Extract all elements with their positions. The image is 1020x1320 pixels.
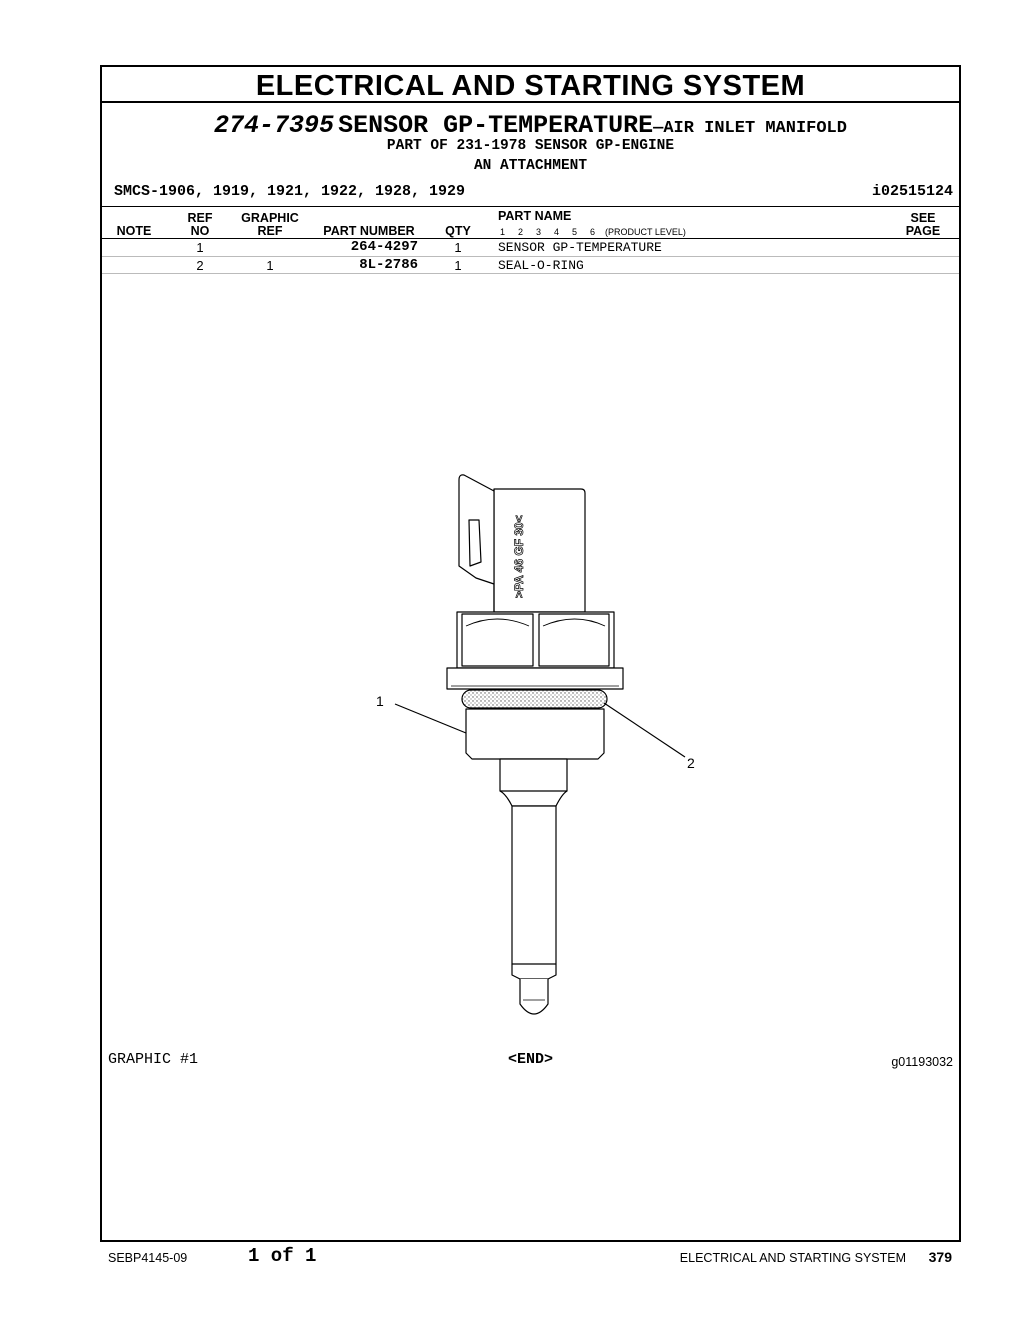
product-level-3: 3	[536, 227, 542, 237]
connector-body	[494, 489, 585, 612]
header-see-page-bottom: PAGE	[905, 224, 941, 238]
header-part-name: PART NAME	[498, 209, 572, 223]
part-heading	[102, 111, 959, 140]
row-part-name: SEAL-O-RING	[498, 258, 584, 273]
document-id: i02515124	[871, 183, 953, 200]
callout-2: 2	[687, 755, 695, 771]
section-title: ELECTRICAL AND STARTING SYSTEM	[255, 70, 806, 102]
sensor-collar	[466, 709, 604, 759]
product-level-5: 5	[572, 227, 578, 237]
header-graphic-ref-bottom: REF	[257, 224, 283, 238]
row-graphic-ref: 1	[266, 258, 274, 273]
product-level-2: 2	[518, 227, 524, 237]
o-ring	[462, 690, 607, 708]
footer-doc-number: SEBP4145-09	[108, 1251, 188, 1265]
footer-section: ELECTRICAL AND STARTING SYSTEM	[679, 1251, 906, 1265]
sensor-illustration	[360, 460, 710, 1025]
footer-page-number: 379	[928, 1249, 952, 1265]
callout-leader-2	[604, 703, 685, 757]
sensor-probe	[512, 806, 556, 964]
part-of-line: PART OF 231-1978 SENSOR GP-ENGINE	[386, 138, 675, 154]
header-see-page-top: SEE	[910, 211, 936, 225]
callout-leader-1	[395, 704, 466, 733]
header-qty: QTY	[445, 224, 471, 238]
graphic-label: GRAPHIC #1	[108, 1051, 199, 1068]
header-ref-no-top: REF	[187, 211, 213, 225]
hex-nut	[457, 612, 614, 668]
part-number: 274-7395	[214, 111, 335, 140]
attachment-line: AN ATTACHMENT	[473, 158, 588, 174]
row-qty: 1	[454, 258, 462, 273]
product-level-label: (PRODUCT LEVEL)	[605, 227, 686, 237]
product-level-6: 6	[590, 227, 596, 237]
end-marker: <END>	[507, 1051, 553, 1068]
sensor-tip	[520, 979, 548, 1014]
connector-latch	[459, 475, 494, 584]
title-divider	[102, 101, 959, 103]
header-ref-no-bottom: NO	[190, 224, 210, 238]
header-note: NOTE	[116, 224, 152, 238]
row-divider	[102, 256, 959, 257]
row-ref-no: 1	[196, 240, 204, 255]
row-ref-no: 2	[196, 258, 204, 273]
row-part-name: SENSOR GP-TEMPERATURE	[498, 240, 662, 255]
product-level-1: 1	[500, 227, 506, 237]
header-part-number: PART NUMBER	[323, 224, 415, 238]
row-qty: 1	[454, 240, 462, 255]
sensor-neck	[500, 759, 567, 791]
header-bottom-rule	[102, 238, 959, 239]
part-name: SENSOR GP-TEMPERATURE	[338, 111, 654, 140]
smcs-codes: SMCS-1906, 1919, 1921, 1922, 1928, 1929	[114, 183, 466, 200]
row-divider	[102, 273, 959, 274]
header-graphic-ref-top: GRAPHIC	[241, 211, 299, 225]
row-part-number: 264-4297	[350, 239, 418, 255]
graphic-id: g01193032	[891, 1055, 953, 1069]
callout-1: 1	[376, 693, 384, 709]
footer-page-of: 1 of 1	[248, 1245, 317, 1267]
part-subname: —AIR INLET MANIFOLD	[653, 119, 847, 138]
row-part-number: 8L-2786	[359, 257, 418, 273]
table-top-rule	[102, 206, 959, 207]
connector-marking: >PA 46 GF 30<	[512, 515, 526, 598]
product-level-4: 4	[554, 227, 560, 237]
